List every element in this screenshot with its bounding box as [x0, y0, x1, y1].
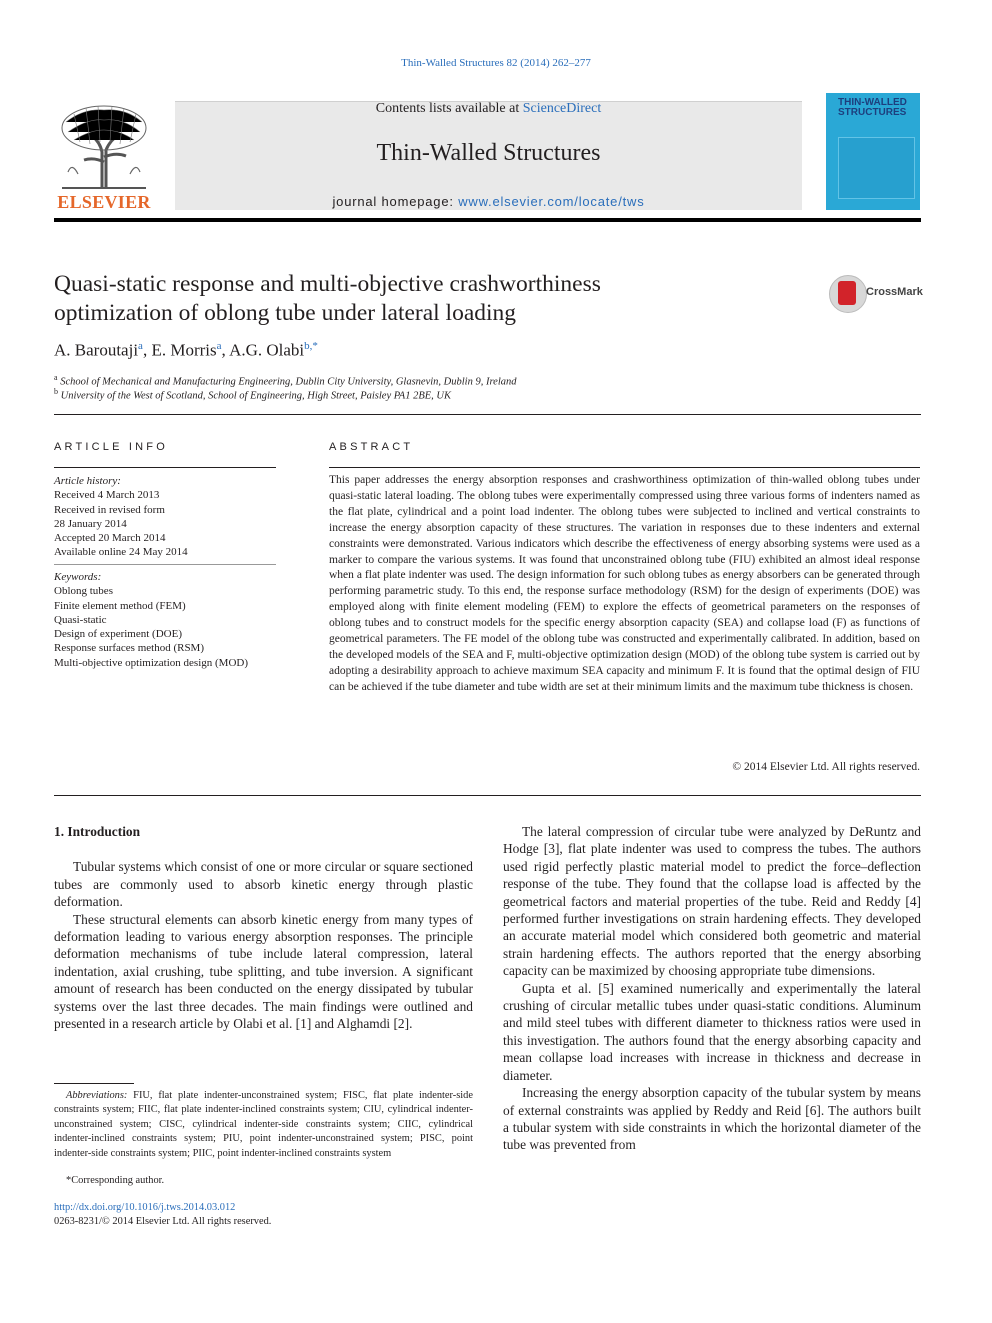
- footnote-rule: [54, 1083, 134, 1084]
- divider: [54, 414, 921, 415]
- homepage-link[interactable]: www.elsevier.com/locate/tws: [458, 194, 645, 209]
- publisher-logo-text: ELSEVIER: [57, 192, 151, 212]
- elsevier-tree-icon: [54, 102, 154, 190]
- author-list: A. Baroutaji$^a$, E. Morris$^a$, A.G. Olabi$^{b,*}$: [54, 340, 318, 360]
- article-title: [54, 270, 794, 328]
- history-item: Received in revised form: [54, 503, 165, 516]
- cover-title-line2: STRUCTURES: [838, 107, 907, 118]
- doi-link[interactable]: http://dx.doi.org/10.1016/j.tws.2014.03.012: [54, 1202, 236, 1213]
- crossmark-bookmark-icon: [838, 281, 856, 305]
- affiliation-text: School of Mechanical and Manufacturing Engineering, Dublin City University, Glasnevin, Dublin 9, Ireland: [60, 376, 517, 388]
- abstract-text: This paper addresses the energy absorption responses and crashworthiness optimization of thin-walled oblong tubes under quasi-static lateral loading. The oblong tubes were experimentally compressed using three various forms of indenters named as the flat plate, cylindrical and a point load indenter. The oblong tubes were subjected to inclined and vertical constraints to increase the energy absorption capacity of these structures. The variation in responses due to these indenters and external constraints were demonstrated. Various indicators which describe the effectiveness of energy absorbing systems were used as a marker to compare the various systems. It was found that unconstrained oblong tube (FIU) exhibited an almost ideal response when a flat plate indenter was used. The design information for such oblong tubes as energy absorbers can be generated through performing parametric study. To this end, the response surface methodology (RSM) for the design of experiments (DOE) was employed along with finite element modeling (FEM) to explore the effects of geometrical parameters on the responses of oblong tubes and to construct models for the specific energy absorption capacity (SEA) and collapse load (F) as functions of geometrical parameters. The FE model of the oblong tube was constructed and experimentally calibrated. In addition, based on the developed models of the SEA and F, multi-objective optimization design (MOD) of the oblong tube system is carried out by adopting a desirability approach to achieve maximum SEA capacity and minimum F. It is found that the optimal design of FIU can be achieved if the tube diameter and tube width are set at their minimum limits and the maximum tube thickness is chosen.: [329, 474, 920, 693]
- title-line-2: optimization of oblong tube under lateral loading: [54, 300, 517, 326]
- abbreviations-text: FIU, flat plate indenter-unconstrained system; FISC, flat plate indenter-side constraints system; FIIC, flat plate indenter-inclined constraints system; CIU, cylindrical indenter-unconstrained system; CISC, cylindrical indenter-side constraints system; CIIC, cylindrical indenter-inclined constraints system; PIU, point indenter-unconstrained system; PISC, point indenter-side constraints system; PIIC, point indenter-inclined constraints system: [54, 1090, 473, 1159]
- affiliation-marker: b: [54, 387, 58, 396]
- sciencedirect-link[interactable]: ScienceDirect: [522, 101, 602, 116]
- history-item: Received 4 March 2013: [54, 489, 160, 502]
- article-identifiers: [54, 1201, 473, 1230]
- body-paragraph: Gupta et al. [5] examined numerically and experimentally the lateral crushing of circular metallic tubes under quasi-static conditions. Aluminum and mild steel tubes with different diameter to thickness ratios were used in this investigation. The authors found that the energy absorbing capacity and mean collapse load increases with increase in thickness and decrease in diameter.: [503, 980, 921, 1083]
- author-affil-marker[interactable]: a: [138, 340, 143, 352]
- divider: [54, 564, 276, 565]
- corresponding-author: *Corresponding author.: [66, 1175, 165, 1186]
- history-label: Article history:: [54, 475, 121, 487]
- author-name[interactable]: A. Baroutaji: [54, 340, 139, 360]
- issn-copyright: 0263-8231/© 2014 Elsevier Ltd. All rights reserved.: [54, 1216, 272, 1228]
- abstract-copyright: © 2014 Elsevier Ltd. All rights reserved.: [732, 761, 920, 773]
- journal-homepage: [175, 194, 802, 209]
- article-history: [54, 474, 276, 560]
- history-item: Accepted 20 March 2014: [54, 532, 166, 545]
- affiliation: [54, 387, 451, 402]
- keyword: Design of experiment (DOE): [54, 628, 182, 641]
- keywords: [54, 570, 276, 670]
- divider: [54, 467, 276, 468]
- keyword: Finite element method (FEM): [54, 599, 186, 612]
- crossmark-label[interactable]: CrossMark: [866, 286, 923, 298]
- abbreviations-footnote: [54, 1089, 473, 1161]
- author-affil-marker[interactable]: a: [216, 340, 222, 352]
- affiliation-text: University of the West of Scotland, School of Engineering, High Street, Paisley PA1 2BE, UK: [60, 390, 452, 402]
- divider: [329, 467, 920, 468]
- body-paragraph: Increasing the energy absorption capacity of the tubular system by means of external constraints was applied by Reddy and Reid [6]. The authors built a tubular system with side constraints in which the horizontal diameter of the tube was prevented from: [503, 1085, 921, 1153]
- homepage-prefix: journal homepage:: [332, 194, 459, 209]
- author-name[interactable]: A.G. Olabi: [229, 340, 305, 360]
- body-paragraph: These structural elements can absorb kinetic energy from many types of deformation leading to various energy absorption responses. The principle deformation mechanisms of tube include lateral compression, lateral indentation, axial crushing, tube splitting, and tube inversion. A significant amount of research has been conducted on the energy dissipated by tubular systems over the last three decades. The main findings were outlined and presented in a research article by Olabi et al. [1] and Alghamdi [2].: [54, 911, 473, 1032]
- section-heading: 1. Introduction: [54, 824, 141, 839]
- body-paragraph: Tubular systems which consist of one or more circular or square sectioned tubes are commonly used to absorb kinetic energy through plastic deformation.: [54, 859, 473, 910]
- body-left-column: [54, 823, 473, 1032]
- keyword: Quasi-static: [54, 613, 107, 626]
- keyword: Multi-objective optimization design (MOD): [54, 656, 248, 669]
- affiliation-marker: a: [54, 373, 58, 382]
- title-line-1: Quasi-static response and multi-objective crashworthiness: [54, 271, 601, 297]
- divider: [54, 795, 921, 796]
- history-item: 28 January 2014: [54, 517, 127, 530]
- keyword: Response surfaces method (RSM): [54, 642, 205, 655]
- contents-line: [175, 101, 802, 117]
- cover-title: [838, 98, 913, 118]
- cover-title-line1: THIN-WALLED: [838, 97, 907, 108]
- journal-reference-link[interactable]: Thin-Walled Structures 82 (2014) 262–277: [401, 57, 591, 69]
- keywords-label: Keywords:: [54, 571, 102, 583]
- body-right-column: [503, 823, 921, 1154]
- abstract-heading: ABSTRACT: [329, 441, 414, 453]
- body-paragraph: The lateral compression of circular tube were analyzed by DeRuntz and Hodge [3], flat plate indenter was used to compress the tubes. The authors used rigid perfectly plastic material model to predict the force–deflection response of the tube. They found that the collapse load is affected by the geometrical factors and material properties of the tube. Reid and Reddy [4] performed further investigations on strain hardening effects. They developed an accurate material model which considered both geometric and material strain hardening effects. The authors reported that the energy absorbing capacity can be maximized by choosing appropriate tube dimensions.: [503, 824, 921, 979]
- journal-name: Thin-Walled Structures: [376, 140, 601, 166]
- history-item: Available online 24 May 2014: [54, 546, 188, 559]
- cover-panel: [838, 137, 915, 199]
- author-name[interactable]: E. Morris: [151, 340, 217, 360]
- contents-prefix: Contents lists available at: [375, 101, 523, 116]
- journal-reference: [0, 57, 992, 69]
- abbreviations-label: Abbreviations:: [66, 1090, 128, 1101]
- author-affil-marker[interactable]: b,*: [304, 340, 318, 352]
- header-rule: [54, 218, 921, 222]
- affiliation: [54, 373, 516, 388]
- keyword: Oblong tubes: [54, 585, 113, 598]
- article-info-heading: ARTICLE INFO: [54, 441, 168, 453]
